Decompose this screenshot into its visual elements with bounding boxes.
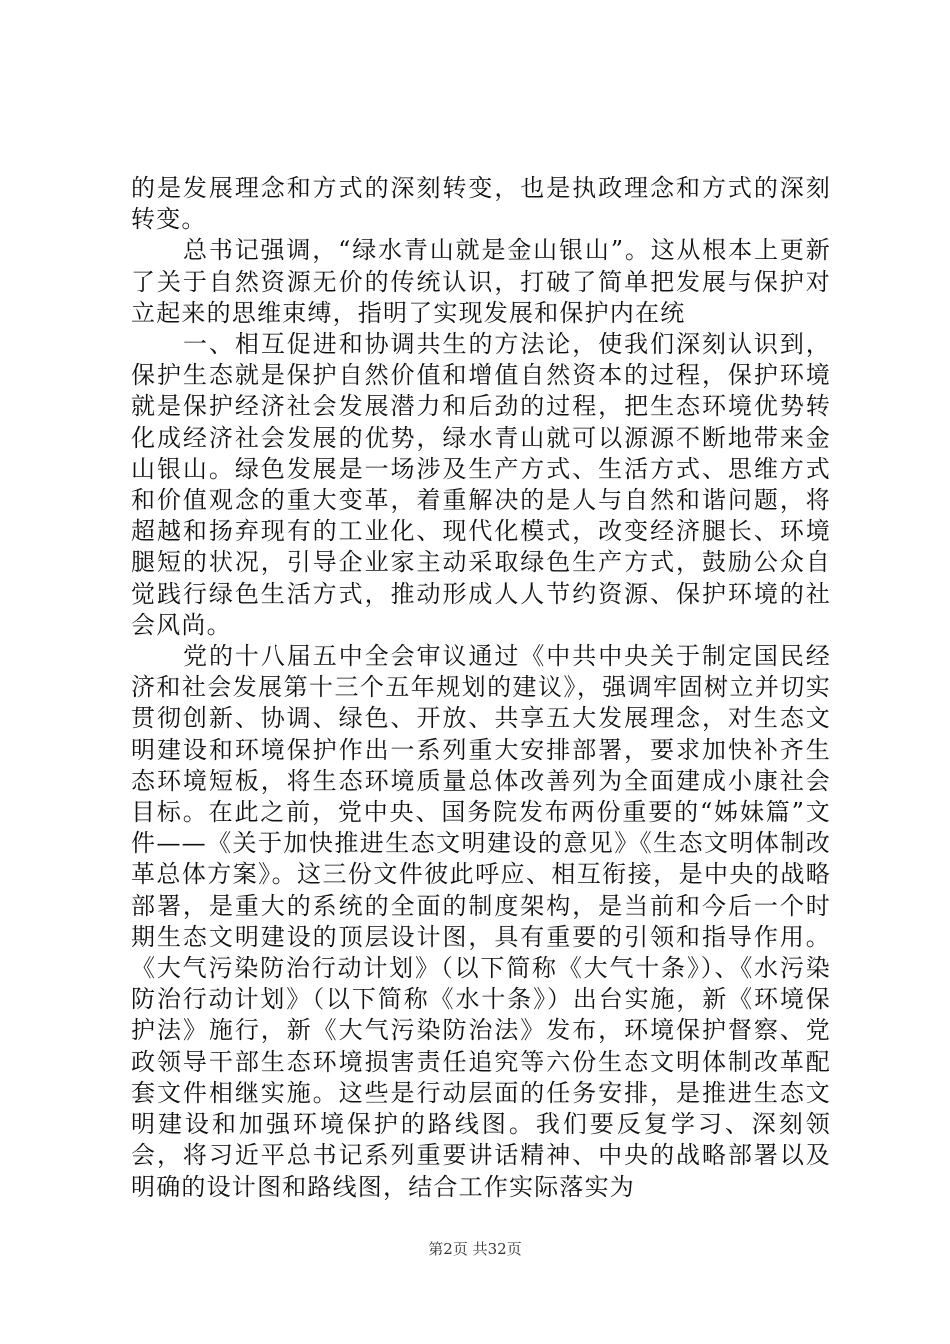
paragraph-1: 的是发展理念和方式的深刻转变，也是执政理念和方式的深刻转变。: [131, 174, 831, 234]
paragraph-3: 一、相互促进和协调共生的方法论，使我们深刻认识到，保护生态就是保护自然价值和增值自然资本的过程，保护环境就是保护经济社会发展潜力和后劲的过程，把生态环境优势转化成经济社会发展的优势，绿水青山就可以源源不断地带来金山银山。绿色发展是一场涉及生产方式、生活方式、思维方式和价值观念的重大变革，着重解决的是人与自然和谐问题，将超越和扬弃现有的工业化、现代化模式，改变经济腿长、环境腿短的状况，引导企业家主动采取绿色生产方式，鼓励公众自觉践行绿色生活方式，推动形成人人节约资源、保护环境的社会风尚。: [131, 330, 831, 639]
paragraph-2: 总书记强调，“绿水青山就是金山银山”。这从根本上更新了关于自然资源无价的传统认识，打破了简单把发展与保护对立起来的思维束缚，指明了实现发展和保护内在统: [131, 236, 831, 327]
page-number-footer: 第2页 共32页: [428, 1240, 522, 1258]
paragraph-4: 党的十八届五中全会审议通过《中共中央关于制定国民经济和社会发展第十三个五年规划的建议》，强调牢固树立并切实贯彻创新、协调、绿色、开放、共享五大发展理念，对生态文明建设和环境保护作出一系列重大安排部署，要求加快补齐生态环境短板，将生态环境质量总体改善列为全面建成小康社会目标。在此之前，党中央、国务院发布两份重要的“姊妹篇”文件——《关于加快推进生态文明建设的意见》《生态文明体制改革总体方案》。这三份文件彼此呼应、相互衔接，是中央的战略部署，是重大的系统的全面的制度架构，是当前和今后一个时期生态文明建设的顶层设计图，具有重要的引领和指导作用。《大气污染防治行动计划》（以下简称《大气十条》）、《水污染防治行动计划》（以下简称《水十条》）出台实施，新《环境保护法》施行，新《大气污染防治法》发布，环境保护督察、党政领导干部生态环境损害责任追究等六份生态文明体制改革配套文件相继实施。这些是行动层面的任务安排，是推进生态文明建设和加强环境保护的路线图。我们要反复学习、深刻领会，将习近平总书记系列重要讲话精神、中央的战略部署以及明确的设计图和路线图，结合工作实际落实为: [131, 642, 831, 1201]
body-text: [131, 173, 831, 1203]
